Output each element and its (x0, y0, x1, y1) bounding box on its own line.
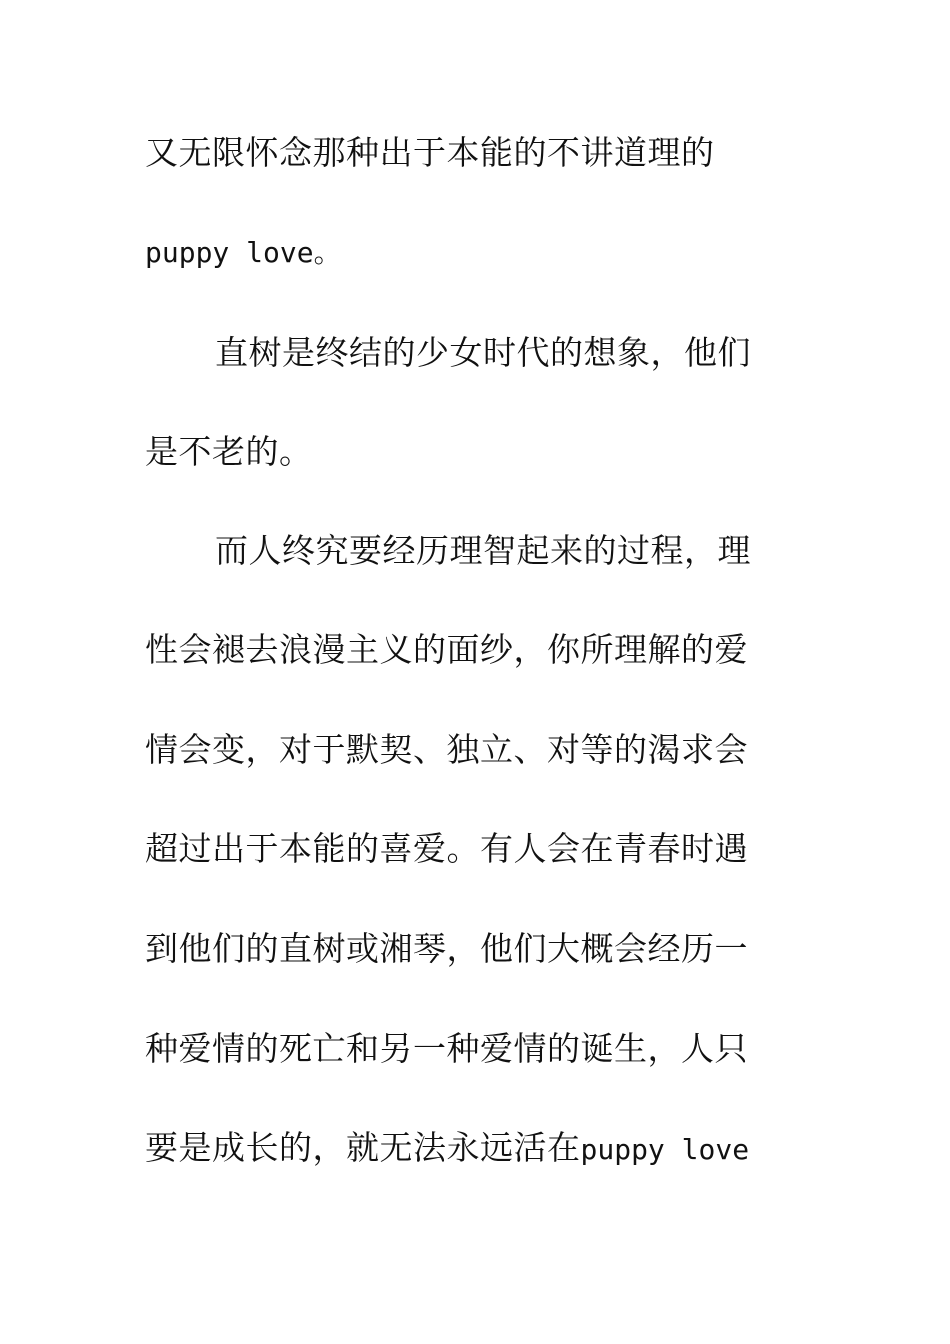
text-line-11 (145, 1123, 805, 1173)
text-line-10: 种爱情的死亡和另一种爱情的诞生，人只 (145, 1029, 748, 1068)
text-line-1: 又无限怀念那种出于本能的不讲道理的 (145, 133, 715, 172)
text-line-11-cjk: 要是成长的，就无法永远活在 (145, 1128, 581, 1167)
text-line-9: 到他们的直树或湘琴，他们大概会经历一 (145, 929, 748, 968)
text-line-5: 而人终究要经历理智起来的过程，理 (215, 531, 751, 570)
text-line-8: 超过出于本能的喜爱。有人会在青春时遇 (145, 829, 748, 868)
text-line-6: 性会褪去浪漫主义的面纱，你所理解的爱 (145, 630, 748, 669)
text-line-2: puppy love。 (145, 236, 342, 269)
text-line-11-latin: puppy love (580, 1133, 750, 1166)
text-line-4: 是不老的。 (145, 432, 313, 471)
text-line-7: 情会变，对于默契、独立、对等的渴求会 (145, 730, 748, 769)
text-line-3: 直树是终结的少女时代的想象，他们 (215, 333, 751, 372)
